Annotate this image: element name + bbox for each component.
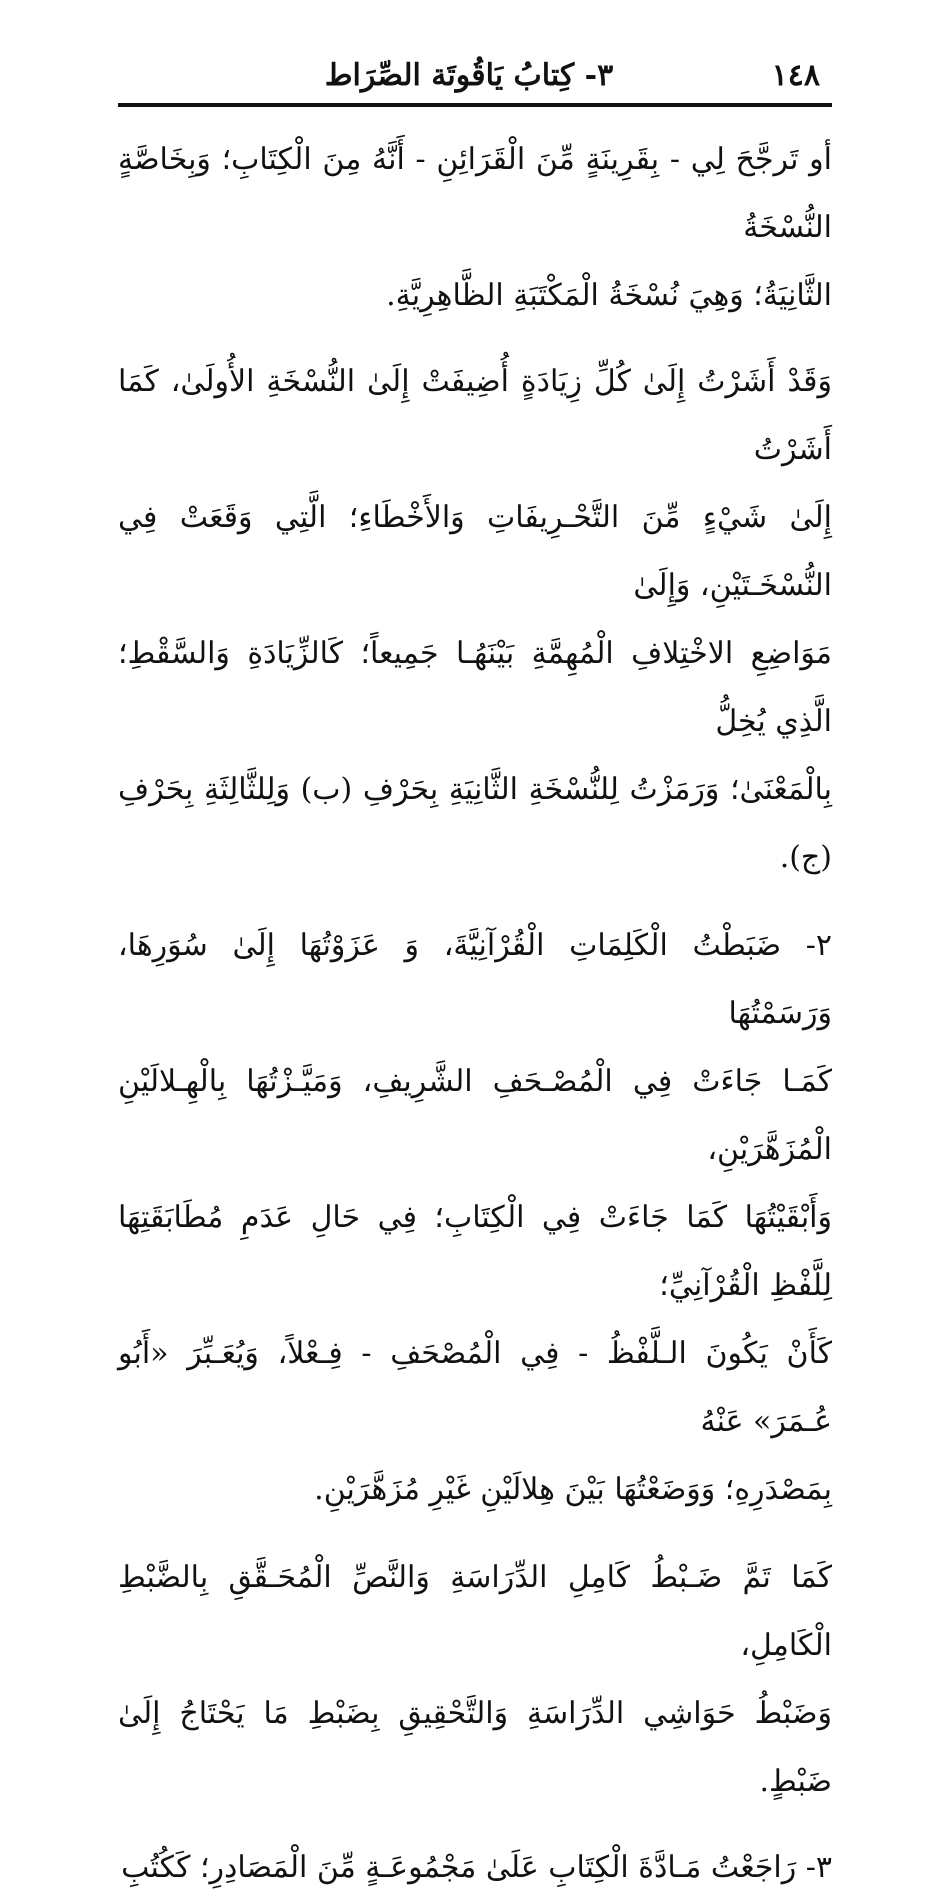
text-line: كَمَـا جَاءَتْ فِي الْمُصْـحَفِ الشَّرِيفِ، وَمَيَّـزْتُهَا بِالْهِـلالَيْنِ الْمُزَهَّرَيْنِ، bbox=[118, 1064, 832, 1167]
paragraph bbox=[118, 1544, 832, 1816]
text-line: مَوَاضِعِ الاخْتِلافِ الْمُهِمَّةِ بَيْنَهُـا جَمِيعاً؛ كَالزِّيَادَةِ وَالسَّقْطِ؛ الَّذِي يُخِلُّ bbox=[118, 636, 832, 739]
text-line: وَأَبْقَيْتُهَا كَمَا جَاءَتْ فِي الْكِتَابِ؛ فِي حَالِ عَدَمِ مُطَابَقَتِهَا لِلَّفْظِ الْقُرْآنِيِّ؛ bbox=[118, 1200, 832, 1303]
text-line: وَقَدْ أَشَرْتُ إِلَىٰ كُلِّ زِيَادَةٍ أُضِيفَتْ إِلَىٰ النُّسْخَةِ الأُولَىٰ، كَمَا أَشَرْتُ bbox=[118, 364, 832, 467]
text-line: الثَّانِيَةُ؛ وَهِيَ نُسْخَةُ الْمَكْتَبَةِ الظَّاهِرِيَّةِ. bbox=[386, 278, 832, 313]
paragraph bbox=[118, 912, 832, 1524]
text-line: كَأَنْ يَكُونَ الـلَّفْظُ - فِي الْمُصْحَفِ - فِـعْلاً، وَيُعَـبِّرَ «أَبُو عُـمَرَ» عَنْهُ bbox=[118, 1336, 832, 1439]
body-text bbox=[118, 126, 832, 1902]
running-title: ٣- كِتابُ يَاقُوتَة الصِّرَاط bbox=[324, 58, 614, 93]
text-line: وَضَبْطُ حَوَاشِي الدِّرَاسَةِ وَالتَّحْقِيقِ بِضَبْطِ مَا يَحْتَاجُ إِلَىٰ ضَبْطٍ. bbox=[118, 1696, 832, 1799]
text-line: ٣- رَاجَعْتُ مَـادَّةَ الْكِتَابِ عَلَىٰ مَجْمُوعَـةٍ مِّنَ الْمَصَادِرِ؛ كَكُتُبِ bbox=[121, 1850, 832, 1885]
running-header bbox=[118, 52, 820, 100]
paragraph bbox=[118, 126, 832, 330]
text-line: بِمَصْدَرِهِ؛ وَوَضَعْتُهَا بَيْنَ هِلالَيْنِ غَيْرِ مُزَهَّرَيْنِ. bbox=[314, 1472, 832, 1507]
text-line: ٢- ضَبَطْتُ الْكَلِمَاتِ الْقُرْآنِيَّةَ، وَ عَزَوْتُهَا إِلَىٰ سُوَرِهَا، وَرَسَمْتُهَا bbox=[118, 928, 832, 1031]
paragraph bbox=[118, 1834, 832, 1902]
text-line: أو تَرجَّحَ لِي - بِقَرِينَةٍ مِّنَ الْقَرَائِنِ - أَنَّهُ مِنَ الْكِتَابِ؛ وَبِخَاصَّةٍ النُّسْخَةُ bbox=[118, 142, 832, 245]
paragraph bbox=[118, 348, 832, 892]
page-number: ١٤٨ bbox=[771, 58, 820, 93]
text-line: بِالْمَعْنَىٰ؛ وَرَمَزْتُ لِلنُّسْخَةِ الثَّانِيَةِ بِحَرْفِ (ب) وَلِلثَّالِثَةِ بِحَرْفِ (ج). bbox=[118, 772, 832, 875]
text-line: كَمَا تَمَّ ضَـبْطُ كَامِلِ الدِّرَاسَةِ وَالنَّصِّ الْمُحَـقَّقِ بِالضَّبْطِ الْكَامِلِ، bbox=[118, 1560, 832, 1663]
header-divider bbox=[118, 103, 832, 107]
text-line: إِلَىٰ شَيْءٍ مِّنَ التَّحْـرِيفَاتِ وَالأَخْطَاءِ؛ الَّتِي وَقَعَتْ فِي النُّسْخَـتَيْنِ، وَإِلَىٰ bbox=[118, 500, 832, 603]
